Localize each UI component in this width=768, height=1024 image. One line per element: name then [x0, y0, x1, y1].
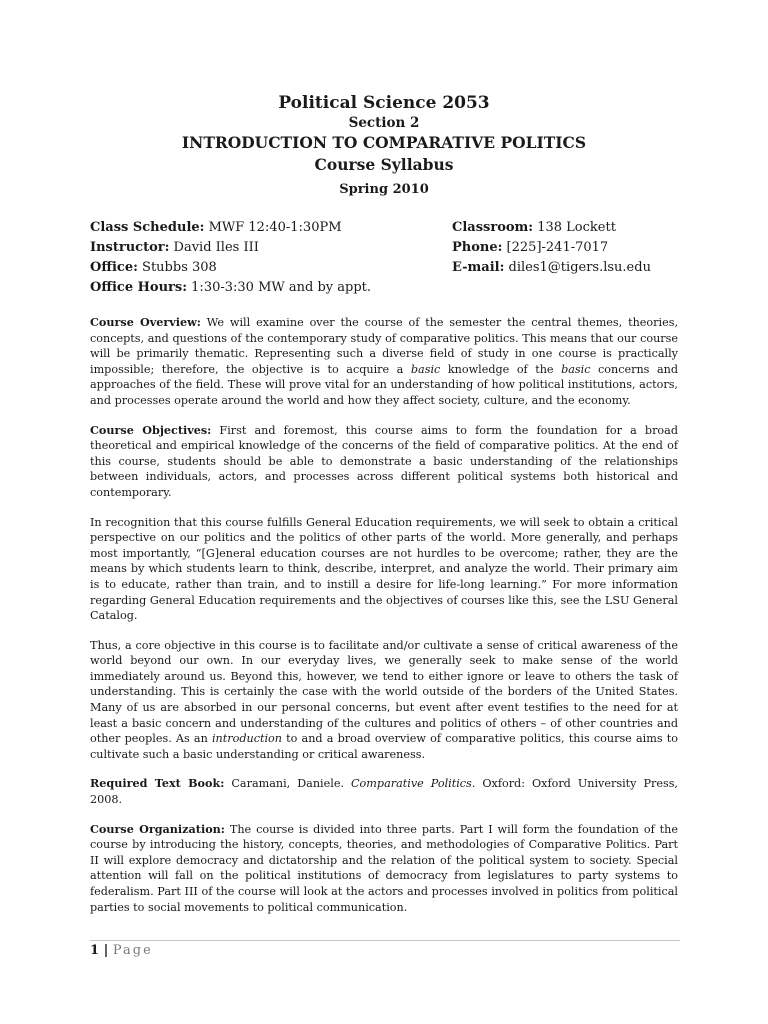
core-emphasis: introduction [211, 732, 282, 746]
core-text-1: Thus, a core objective in this course is to facilitate and/or cultivate a sense of critical awareness of the world beyond our own. In our everyday lives, we generally seek to make sense of the world immediately around us. Beyond this, however, we tend to either ignore or leave to others the task of understanding. This is certainly the case with the world outside of the borders of the United States. Many of us are absorbed in our personal concerns, but event after event testifies to the need for at least a basic concern and understanding of the cultures and politics of others – of other countries and other peoples. As an [90, 638, 678, 746]
office-value: Stubbs 308 [137, 260, 217, 275]
overview-text-3: concerns and approaches of the field. These will prove vital for an understanding of how political institutions, actors, and processes operate around the world and how they affect society, culture, and the economy. [90, 362, 678, 407]
instructor-label: Instructor: [90, 240, 170, 255]
organization-text: The course is divided into three parts. Part I will form the foundation of the course by introducing the history, concepts, theories, and methodologies of Comparative Politics. Part II will explore democracy and dictatorship and the relation of the political system to society. Special attention will fall on the political institutions of democracy from legislatures to party systems to federalism. Part III of the course will look at the actors and processes involved in politics from political parties to social movements to political communication. [90, 822, 678, 914]
course-name: INTRODUCTION TO COMPARATIVE POLITICS [181, 133, 587, 152]
instructor [90, 238, 452, 258]
required-textbook-paragraph [90, 776, 678, 807]
classroom-label: Classroom: [452, 220, 534, 235]
overview-text-2: knowledge of the [440, 362, 562, 376]
document-type: Course Syllabus [314, 155, 454, 174]
phone [452, 238, 608, 258]
office-hours [90, 278, 452, 298]
course-organization-paragraph [90, 822, 678, 916]
email [452, 258, 651, 278]
info-row-2 [90, 238, 690, 258]
footer-divider [90, 940, 680, 941]
document-header [0, 92, 768, 200]
class-schedule [90, 218, 452, 238]
course-objectives-paragraph [90, 423, 678, 501]
class-schedule-label: Class Schedule: [90, 220, 205, 235]
overview-emphasis-1: basic [410, 362, 441, 376]
info-row-3 [90, 258, 690, 278]
course-organization-label: Course Organization: [90, 821, 225, 836]
overview-text-1: We will examine over the course of the semester the central themes, theories, concepts, and questions of the contemporary study of comparative politics. This means that our course will be primarily thematic. Representing such a diverse field of study in one course is practically impossible; therefore, the objective is to acquire a [90, 316, 679, 376]
classroom-value: 138 Lockett [533, 220, 616, 235]
page-footer [90, 943, 153, 959]
general-education-paragraph: In recognition that this course fulfills General Education requirements, we will seek to obtain a critical perspective on our politics and the politics of other parts of the world. More generally, and perhaps most importantly, “[G]eneral education courses are not hurdles to be overcome; rather, they are the means by which students learn to think, describe, interpret, and analyze the world. Their primary aim is to educate, rather than train, and to instill a desire for life-long learning.” For more information regarding General Education requirements and the objectives of courses like this, see the LSU General Catalog. [90, 515, 678, 623]
office [90, 258, 452, 278]
page-separator: | [99, 943, 113, 958]
office-label: Office: [90, 260, 138, 275]
course-overview-label: Course Overview: [90, 315, 201, 329]
textbook-author: Caramani, Daniele. [224, 777, 351, 791]
course-objectives-label: Course Objectives: [90, 422, 212, 437]
course-overview-paragraph [90, 315, 678, 409]
info-row-4 [90, 278, 690, 298]
course-section: Section 2 [348, 115, 420, 131]
office-hours-label: Office Hours: [90, 280, 188, 295]
textbook-publisher: . Oxford: Oxford University Press, 2008. [90, 777, 678, 807]
page-number: 1 [90, 943, 100, 958]
course-term: Spring 2010 [339, 182, 429, 197]
info-row-1 [90, 218, 690, 238]
course-title: Political Science 2053 [278, 93, 490, 113]
email-value[interactable]: diles1@tigers.lsu.edu [504, 260, 651, 275]
overview-emphasis-2: basic [561, 362, 591, 376]
instructor-value: David Iles III [169, 240, 259, 255]
phone-label: Phone: [452, 240, 503, 255]
phone-value: [225]-241-7017 [502, 240, 609, 255]
office-hours-value: 1:30-3:30 MW and by appt. [187, 280, 372, 295]
objectives-text: First and foremost, this course aims to form the foundation for a broad theoretical and empirical knowledge of the concerns of the field of comparative politics. At the end of this course, students should be able to demonstrate a basic understanding of the relationships between individuals, actors, and processes across different political systems both historical and contemporary. [90, 423, 678, 499]
email-label: E-mail: [452, 260, 505, 275]
classroom [452, 218, 616, 238]
core-objective-paragraph [90, 638, 678, 763]
required-textbook-label: Required Text Book: [90, 776, 225, 791]
class-schedule-value: MWF 12:40-1:30PM [204, 220, 342, 235]
course-info-block [90, 218, 690, 298]
textbook-title: Comparative Politics [351, 777, 472, 791]
core-text-2: to and a broad overview of comparative politics, this course aims to cultivate such a basic understanding or critical awareness. [90, 732, 678, 761]
page-label: Page [112, 943, 153, 958]
syllabus-body [90, 315, 678, 929]
